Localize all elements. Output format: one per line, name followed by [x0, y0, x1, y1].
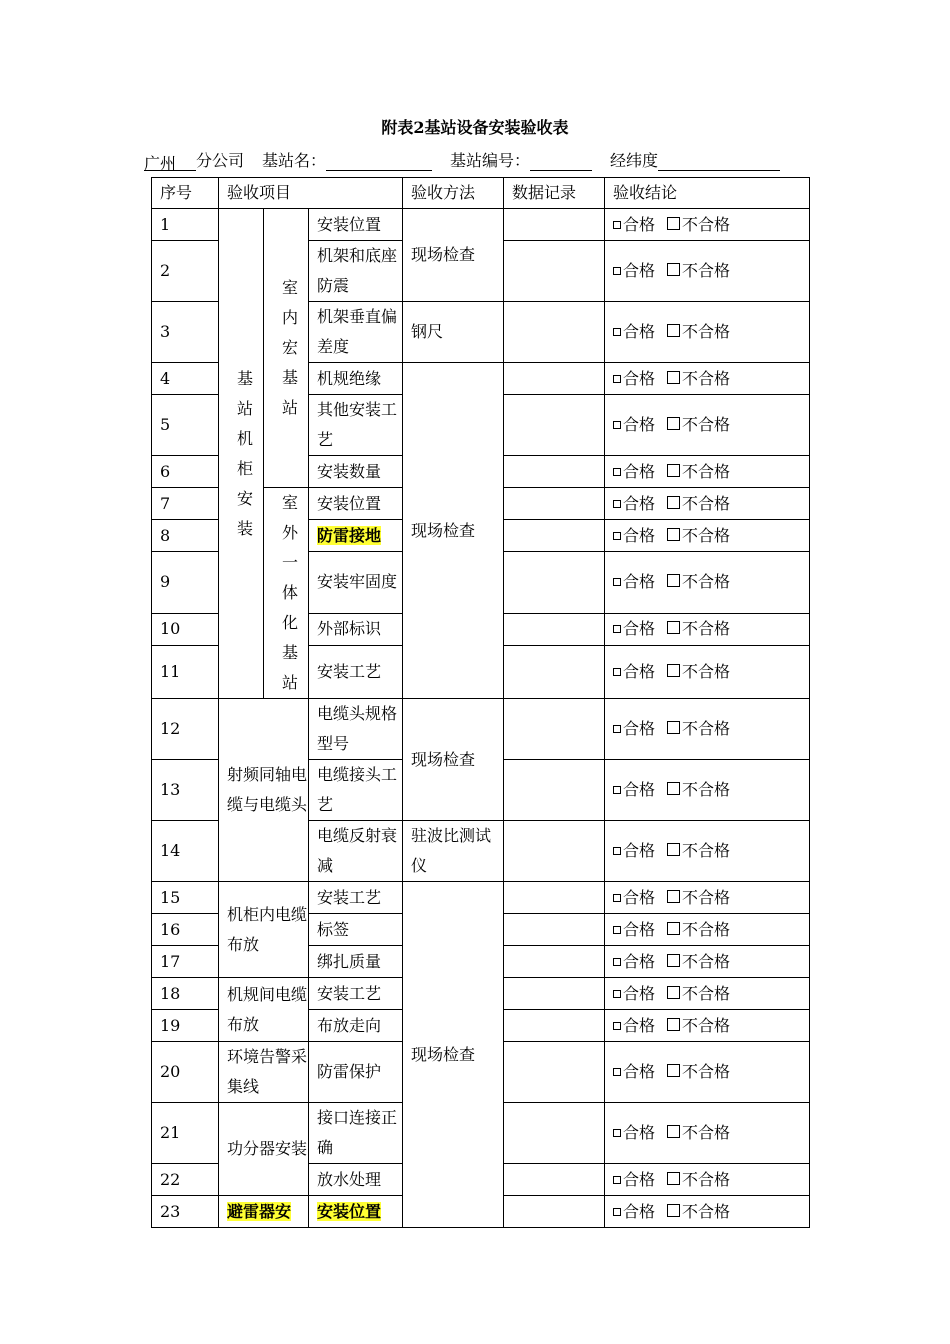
vertical-char: 室 — [281, 493, 298, 512]
pass-label: 合格 — [623, 461, 656, 481]
latlon-field[interactable] — [658, 151, 780, 171]
check-item: 放水处理 — [309, 1164, 403, 1196]
fail-label: 不合格 — [682, 1201, 731, 1221]
result-cell — [605, 1196, 810, 1228]
row-number: 13 — [152, 760, 219, 821]
group-outdoor-integrated — [264, 488, 309, 699]
fail-checkbox[interactable] — [667, 528, 680, 541]
row-number: 22 — [152, 1164, 219, 1196]
table-header-row — [152, 178, 810, 209]
pass-label: 合格 — [623, 841, 656, 860]
group-rf-cable: 射频同轴电缆与电缆头 — [219, 699, 309, 882]
result-cell — [605, 699, 810, 760]
company-value: 广州 — [144, 154, 177, 173]
row-number: 16 — [152, 914, 219, 946]
header-seq: 序号 — [152, 178, 219, 209]
method-ruler: 钢尺 — [403, 302, 504, 363]
pass-checkbox[interactable] — [613, 328, 621, 336]
pass-checkbox[interactable] — [613, 221, 621, 229]
data-record-cell[interactable] — [504, 978, 605, 1010]
header-item: 验收项目 — [219, 178, 403, 209]
fail-label: 不合格 — [682, 983, 731, 1003]
fail-label: 不合格 — [682, 919, 731, 939]
data-record-cell[interactable] — [504, 488, 605, 520]
pass-checkbox[interactable] — [613, 958, 621, 966]
vertical-char: 基 — [236, 368, 253, 388]
group-arrester-text: 避雷器安 — [227, 1201, 292, 1221]
company-field[interactable] — [144, 151, 196, 171]
fail-checkbox[interactable] — [667, 721, 680, 734]
pass-checkbox[interactable] — [613, 926, 621, 934]
group-in-cabinet-cable: 机柜内电缆布放 — [219, 882, 309, 978]
check-item: 标签 — [309, 914, 403, 946]
fail-label: 不合格 — [682, 415, 731, 434]
check-item: 布放走向 — [309, 1010, 403, 1042]
pass-checkbox[interactable] — [613, 421, 621, 429]
pass-checkbox[interactable] — [613, 500, 621, 508]
fail-checkbox[interactable] — [667, 1125, 680, 1138]
fail-label: 不合格 — [682, 1015, 731, 1035]
result-cell — [605, 302, 810, 363]
check-item: 防雷保护 — [309, 1042, 403, 1103]
data-record-cell[interactable] — [504, 302, 605, 363]
fail-checkbox[interactable] — [667, 922, 680, 935]
vertical-char: 基 — [281, 643, 298, 662]
row-number: 4 — [152, 363, 219, 395]
check-item: 绑扎质量 — [309, 946, 403, 978]
header-conclusion: 验收结论 — [605, 178, 810, 209]
pass-checkbox[interactable] — [613, 267, 621, 275]
header-info-line — [144, 148, 780, 171]
data-record-cell[interactable] — [504, 520, 605, 552]
row-number: 17 — [152, 946, 219, 978]
row-number: 3 — [152, 302, 219, 363]
pass-label: 合格 — [623, 1169, 656, 1189]
pass-checkbox[interactable] — [613, 468, 621, 476]
row-number: 2 — [152, 241, 219, 302]
data-record-cell[interactable] — [504, 613, 605, 645]
fail-label: 不合格 — [682, 1123, 731, 1142]
result-cell — [605, 882, 810, 914]
fail-label: 不合格 — [682, 322, 731, 341]
row-number: 20 — [152, 1042, 219, 1103]
station-name-label: 基站名： — [262, 151, 327, 170]
pass-label: 合格 — [623, 368, 656, 388]
fail-label: 不合格 — [682, 719, 731, 738]
pass-label: 合格 — [623, 619, 656, 639]
pass-label: 合格 — [623, 493, 656, 513]
fail-label: 不合格 — [682, 572, 731, 592]
page-title: 附表2基站设备安装验收表 — [381, 118, 569, 137]
fail-checkbox[interactable] — [667, 621, 680, 634]
pass-checkbox[interactable] — [613, 1129, 621, 1137]
pass-checkbox[interactable] — [613, 990, 621, 998]
result-cell — [605, 946, 810, 978]
check-item: 安装工艺 — [309, 882, 403, 914]
data-record-cell[interactable] — [504, 946, 605, 978]
fail-checkbox[interactable] — [667, 464, 680, 477]
check-item: 接口连接正确 — [309, 1103, 403, 1164]
row-number: 21 — [152, 1103, 219, 1164]
group-indoor-macro — [264, 209, 309, 488]
result-cell — [605, 760, 810, 821]
pass-label: 合格 — [623, 983, 656, 1003]
row-number: 9 — [152, 552, 219, 613]
row-number: 1 — [152, 209, 219, 241]
check-item: 电缆接头工艺 — [309, 760, 403, 821]
fail-checkbox[interactable] — [667, 664, 680, 677]
pass-label: 合格 — [623, 322, 656, 341]
check-item: 安装数量 — [309, 456, 403, 488]
data-record-cell[interactable] — [504, 882, 605, 914]
pass-checkbox[interactable] — [613, 725, 621, 733]
latlon-label: 经纬度 — [610, 151, 659, 170]
pass-label: 合格 — [623, 1123, 656, 1142]
result-cell — [605, 241, 810, 302]
fail-checkbox[interactable] — [667, 496, 680, 509]
fail-label: 不合格 — [682, 493, 731, 513]
row-number: 23 — [152, 1196, 219, 1228]
result-cell — [605, 363, 810, 395]
row-number: 18 — [152, 978, 219, 1010]
fail-checkbox[interactable] — [667, 417, 680, 430]
data-record-cell[interactable] — [504, 645, 605, 698]
fail-label: 不合格 — [682, 368, 731, 388]
pass-label: 合格 — [623, 780, 656, 799]
header-record: 数据记录 — [504, 178, 605, 209]
row-number: 6 — [152, 456, 219, 488]
row-number: 14 — [152, 821, 219, 882]
vertical-char: 柜 — [236, 458, 253, 478]
pass-checkbox[interactable] — [613, 847, 621, 855]
row-number: 7 — [152, 488, 219, 520]
pass-checkbox[interactable] — [613, 532, 621, 540]
check-item — [309, 1196, 403, 1228]
result-cell — [605, 645, 810, 698]
fail-checkbox[interactable] — [667, 890, 680, 903]
pass-checkbox[interactable] — [613, 1208, 621, 1216]
vertical-char: 基 — [281, 368, 298, 387]
data-record-cell[interactable] — [504, 1010, 605, 1042]
pass-label: 合格 — [623, 415, 656, 434]
result-cell — [605, 1164, 810, 1196]
data-record-cell[interactable] — [504, 209, 605, 241]
check-item: 机规绝缘 — [309, 363, 403, 395]
fail-checkbox[interactable] — [667, 843, 680, 856]
vertical-char: 外 — [281, 523, 298, 542]
row-number: 8 — [152, 520, 219, 552]
vertical-char: 站 — [236, 398, 253, 418]
vertical-char: 机 — [236, 428, 253, 448]
pass-checkbox[interactable] — [613, 578, 621, 586]
fail-label: 不合格 — [682, 1169, 731, 1189]
data-record-cell[interactable] — [504, 1042, 605, 1103]
pass-label: 合格 — [623, 1015, 656, 1035]
result-cell — [605, 978, 810, 1010]
group-between-rack-cable: 机规间电缆布放 — [219, 978, 309, 1042]
fail-checkbox[interactable] — [667, 1018, 680, 1031]
pass-label: 合格 — [623, 572, 656, 592]
fail-checkbox[interactable] — [667, 324, 680, 337]
vertical-char: 化 — [281, 613, 298, 632]
fail-checkbox[interactable] — [667, 782, 680, 795]
result-cell — [605, 1042, 810, 1103]
vertical-char: 内 — [281, 308, 298, 327]
result-cell — [605, 821, 810, 882]
pass-checkbox[interactable] — [613, 1068, 621, 1076]
vertical-char: 体 — [281, 583, 298, 602]
fail-checkbox[interactable] — [667, 1172, 680, 1185]
fail-label: 不合格 — [682, 461, 731, 481]
pass-label: 合格 — [623, 1062, 656, 1081]
table-row — [152, 882, 810, 914]
fail-checkbox[interactable] — [667, 986, 680, 999]
pass-label: 合格 — [623, 719, 656, 738]
data-record-cell[interactable] — [504, 552, 605, 613]
fail-checkbox[interactable] — [667, 371, 680, 384]
data-record-cell[interactable] — [504, 821, 605, 882]
result-cell — [605, 613, 810, 645]
check-item-text: 安装位置 — [317, 1201, 382, 1221]
fail-checkbox[interactable] — [667, 217, 680, 230]
result-cell — [605, 1010, 810, 1042]
pass-checkbox[interactable] — [613, 625, 621, 633]
fail-label: 不合格 — [682, 780, 731, 799]
data-record-cell[interactable] — [504, 699, 605, 760]
check-item: 安装位置 — [309, 488, 403, 520]
group-cabinet-install — [219, 209, 264, 699]
vertical-char: 宏 — [281, 338, 298, 357]
check-item: 安装工艺 — [309, 978, 403, 1010]
row-number: 19 — [152, 1010, 219, 1042]
row-number: 15 — [152, 882, 219, 914]
result-cell — [605, 456, 810, 488]
pass-checkbox[interactable] — [613, 786, 621, 794]
result-cell — [605, 395, 810, 456]
row-number: 12 — [152, 699, 219, 760]
check-item: 电缆反射衰减 — [309, 821, 403, 882]
acceptance-table — [151, 177, 810, 1228]
data-record-cell[interactable] — [504, 241, 605, 302]
pass-label: 合格 — [623, 951, 656, 971]
check-item: 机架和底座防震 — [309, 241, 403, 302]
table-row — [152, 209, 810, 241]
fail-label: 不合格 — [682, 887, 731, 907]
station-code-field[interactable] — [530, 151, 592, 171]
fail-label: 不合格 — [682, 951, 731, 971]
pass-label: 合格 — [623, 261, 656, 280]
method-onsite: 现场检查 — [403, 882, 504, 1228]
result-cell — [605, 552, 810, 613]
fail-label: 不合格 — [682, 661, 731, 681]
row-number: 10 — [152, 613, 219, 645]
method-onsite: 现场检查 — [403, 209, 504, 302]
vertical-char: 室 — [281, 278, 298, 297]
station-name-field[interactable] — [326, 151, 432, 171]
result-cell — [605, 914, 810, 946]
group-splitter: 功分器安装 — [219, 1103, 309, 1196]
check-item: 安装位置 — [309, 209, 403, 241]
check-item — [309, 520, 403, 552]
check-item: 机架垂直偏差度 — [309, 302, 403, 363]
station-code-label: 基站编号： — [450, 151, 531, 170]
result-cell — [605, 488, 810, 520]
pass-checkbox[interactable] — [613, 1022, 621, 1030]
data-record-cell[interactable] — [504, 1196, 605, 1228]
pass-checkbox[interactable] — [613, 668, 621, 676]
result-cell — [605, 520, 810, 552]
fail-checkbox[interactable] — [667, 1064, 680, 1077]
table-row — [152, 699, 810, 760]
data-record-cell[interactable] — [504, 760, 605, 821]
group-arrester — [219, 1196, 309, 1228]
data-record-cell[interactable] — [504, 363, 605, 395]
group-env-alarm: 环境告警采集线 — [219, 1042, 309, 1103]
result-cell — [605, 1103, 810, 1164]
check-item: 外部标识 — [309, 613, 403, 645]
check-item: 安装工艺 — [309, 645, 403, 698]
pass-checkbox[interactable] — [613, 1176, 621, 1184]
header-method: 验收方法 — [403, 178, 504, 209]
method-onsite: 现场检查 — [403, 699, 504, 821]
data-record-cell[interactable] — [504, 1103, 605, 1164]
vertical-char: 站 — [281, 398, 298, 417]
fail-checkbox[interactable] — [667, 1204, 680, 1217]
pass-label: 合格 — [623, 887, 656, 907]
pass-label: 合格 — [623, 214, 656, 234]
data-record-cell[interactable] — [504, 395, 605, 456]
method-onsite: 现场检查 — [403, 363, 504, 699]
branch-label: 分公司 — [196, 151, 245, 170]
fail-label: 不合格 — [682, 214, 731, 234]
fail-checkbox[interactable] — [667, 574, 680, 587]
pass-label: 合格 — [623, 525, 656, 545]
fail-label: 不合格 — [682, 841, 731, 860]
check-item-text: 防雷接地 — [317, 525, 382, 545]
method-vswr: 驻波比测试仪 — [403, 821, 504, 882]
check-item: 电缆头规格型号 — [309, 699, 403, 760]
vertical-char: 装 — [236, 518, 253, 538]
fail-label: 不合格 — [682, 619, 731, 639]
row-number: 5 — [152, 395, 219, 456]
pass-checkbox[interactable] — [613, 894, 621, 902]
row-number: 11 — [152, 645, 219, 698]
pass-label: 合格 — [623, 1201, 656, 1221]
vertical-char: 一 — [281, 553, 298, 572]
fail-checkbox[interactable] — [667, 954, 680, 967]
pass-label: 合格 — [623, 661, 656, 681]
vertical-char: 安 — [236, 488, 253, 508]
data-record-cell[interactable] — [504, 456, 605, 488]
check-item: 安装牢固度 — [309, 552, 403, 613]
fail-label: 不合格 — [682, 1062, 731, 1081]
fail-checkbox[interactable] — [667, 263, 680, 276]
vertical-char: 站 — [281, 673, 298, 692]
check-item: 其他安装工艺 — [309, 395, 403, 456]
fail-label: 不合格 — [682, 261, 731, 280]
data-record-cell[interactable] — [504, 1164, 605, 1196]
result-cell — [605, 209, 810, 241]
fail-label: 不合格 — [682, 525, 731, 545]
data-record-cell[interactable] — [504, 914, 605, 946]
pass-label: 合格 — [623, 919, 656, 939]
pass-checkbox[interactable] — [613, 375, 621, 383]
